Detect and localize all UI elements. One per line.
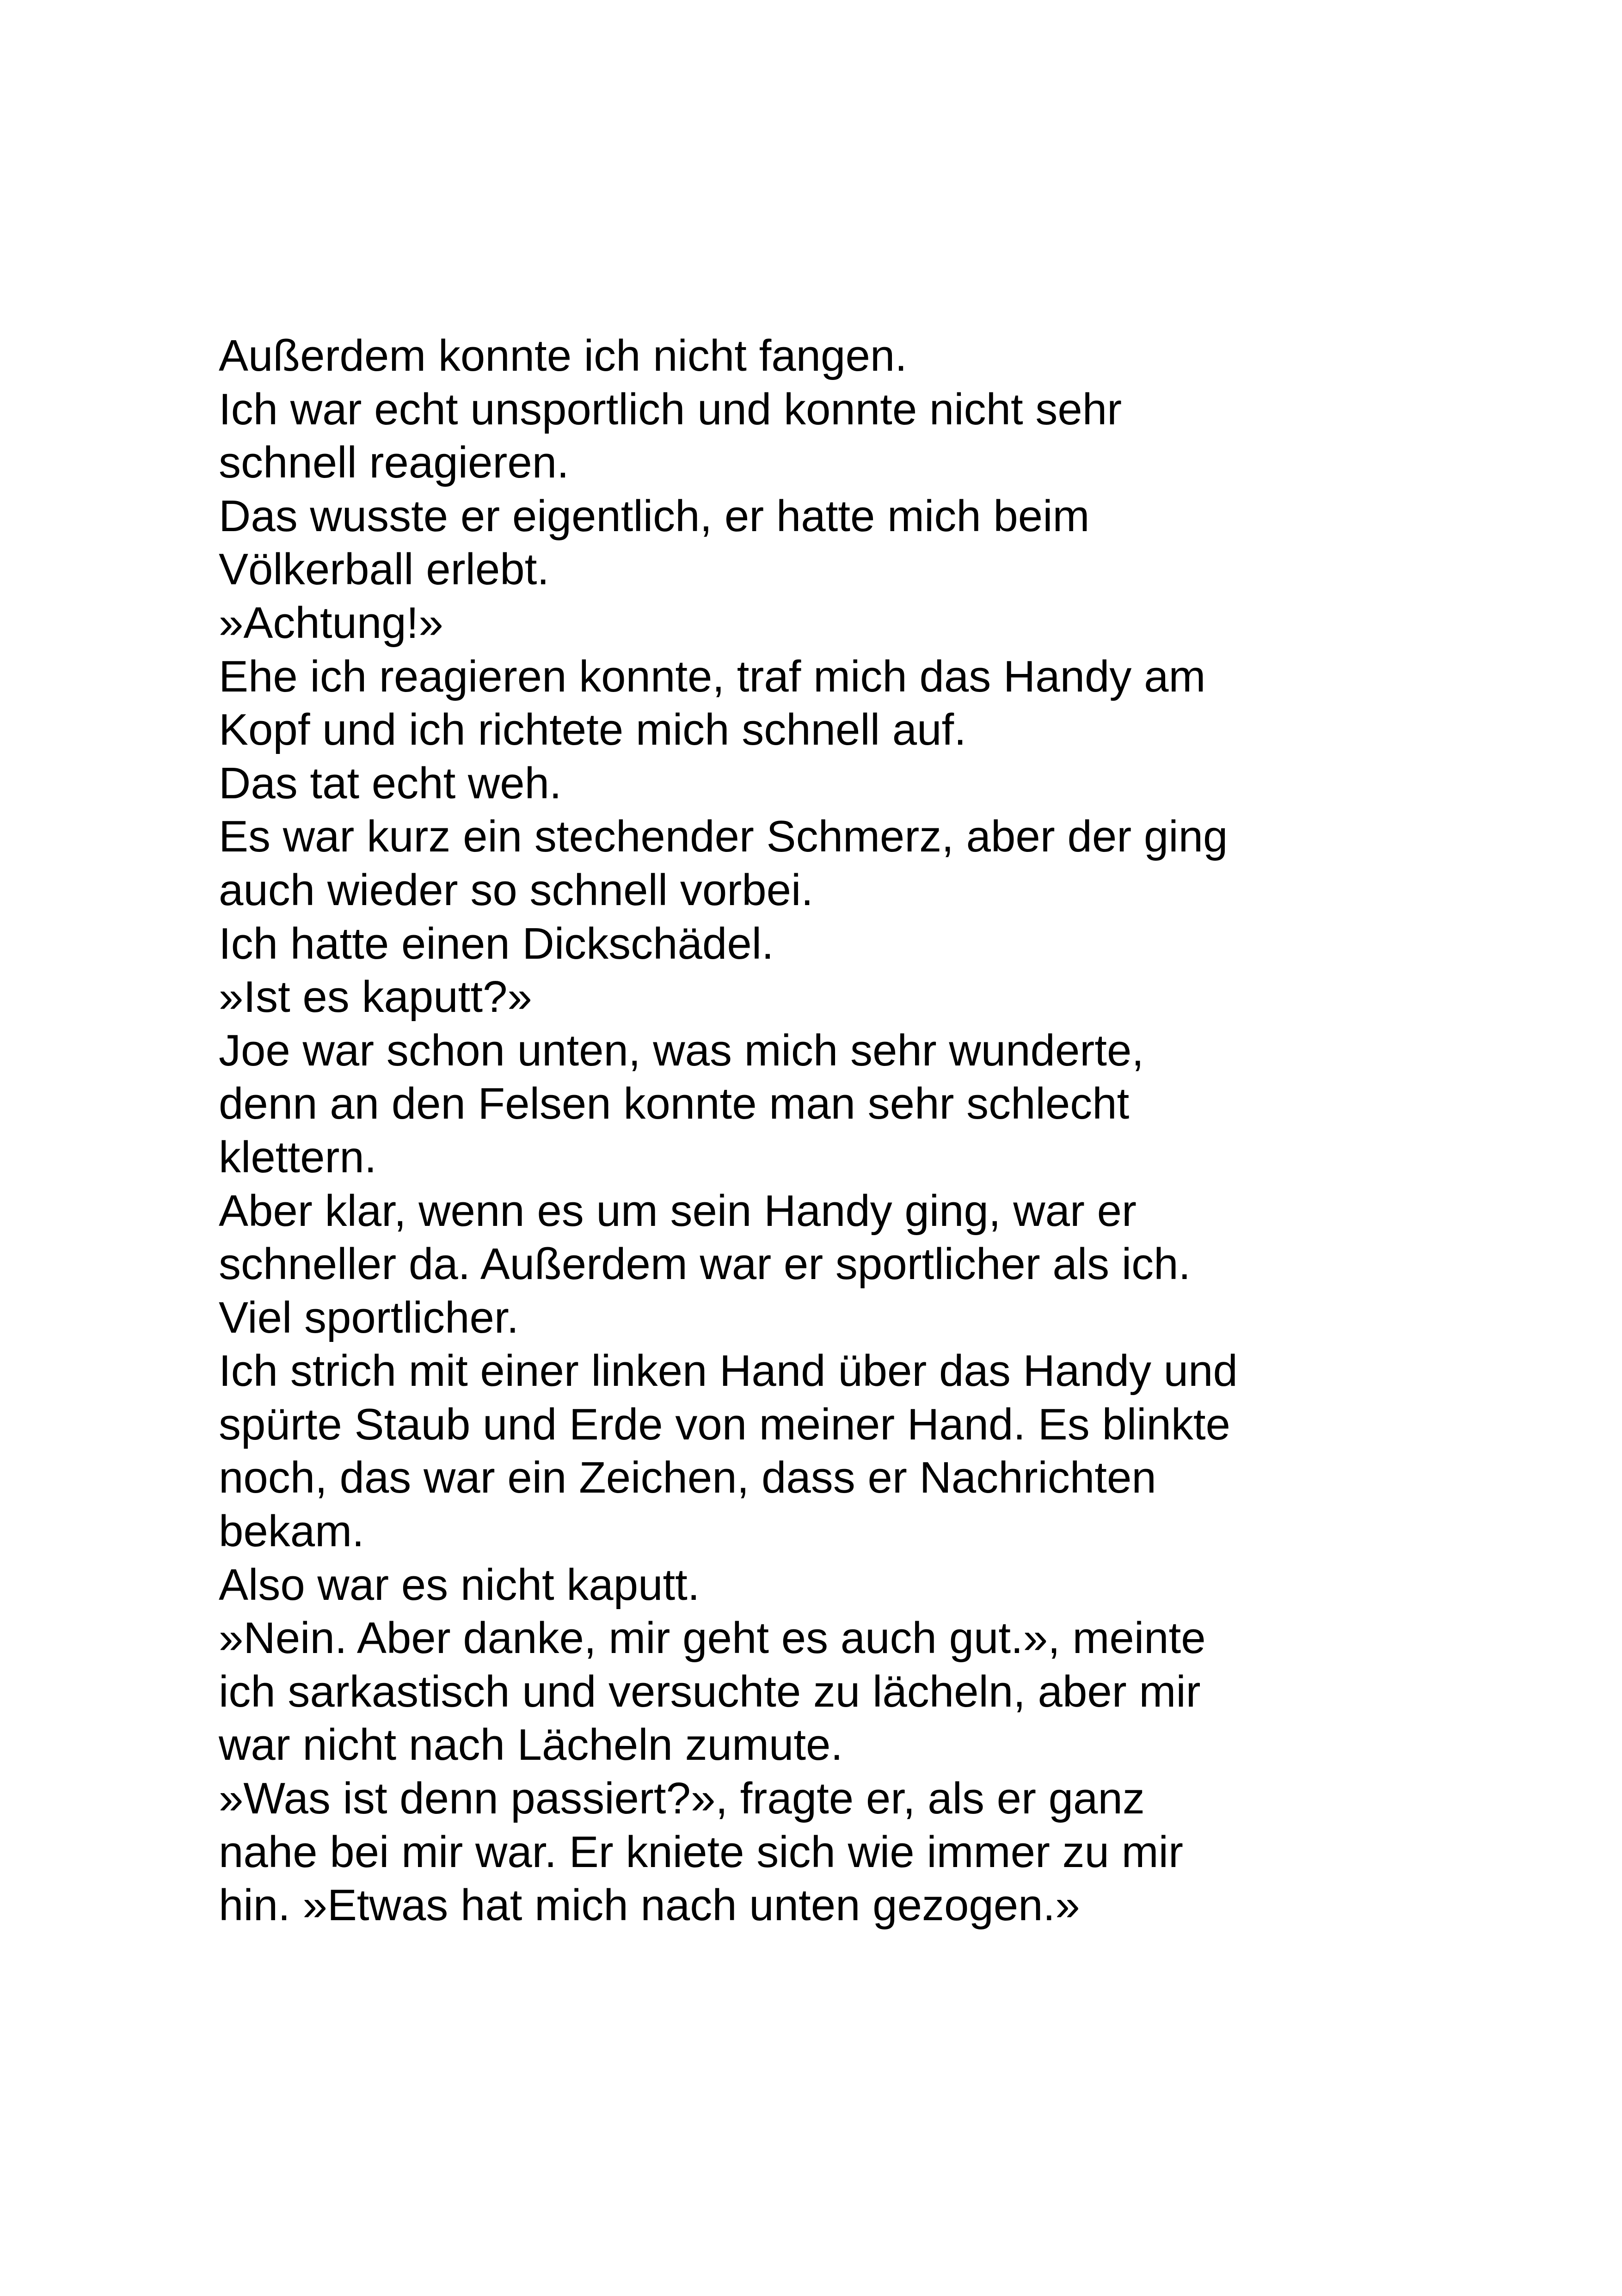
text-line: nahe bei mir war. Er kniete sich wie immer zu mir <box>219 1827 1183 1877</box>
text-line: Ich war echt unsportlich und konnte nicht sehr <box>219 384 1122 434</box>
text-line: noch, das war ein Zeichen, dass er Nachrichten <box>219 1453 1156 1503</box>
text-line: Es war kurz ein stechender Schmerz, aber der ging <box>219 812 1228 862</box>
text-line: schneller da. Außerdem war er sportlicher als ich. <box>219 1239 1191 1289</box>
text-line: Aber klar, wenn es um sein Handy ging, war er <box>219 1186 1137 1236</box>
text-line: »Nein. Aber danke, mir geht es auch gut.», meinte <box>219 1613 1206 1663</box>
text-line: Ich strich mit einer linken Hand über das Handy und <box>219 1346 1238 1396</box>
body-text <box>219 329 1421 1932</box>
text-line: Das wusste er eigentlich, er hatte mich beim <box>219 491 1090 541</box>
text-line: auch wieder so schnell vorbei. <box>219 865 814 915</box>
text-line: Völkerball erlebt. <box>219 545 550 594</box>
text-line: hin. »Etwas hat mich nach unten gezogen.» <box>219 1880 1080 1930</box>
text-line: denn an den Felsen konnte man sehr schlecht <box>219 1079 1130 1129</box>
text-line: »Was ist denn passiert?», fragte er, als er ganz <box>219 1774 1145 1824</box>
text-line: war nicht nach Lächeln zumute. <box>219 1720 843 1770</box>
text-line: Außerdem konnte ich nicht fangen. <box>219 331 907 380</box>
text-line: Viel sportlicher. <box>219 1292 519 1342</box>
text-line: »Ist es kaputt?» <box>219 972 532 1022</box>
text-line: schnell reagieren. <box>219 438 569 488</box>
text-line: Ich hatte einen Dickschädel. <box>219 918 774 968</box>
text-line: Also war es nicht kaputt. <box>219 1560 700 1610</box>
text-line: Joe war schon unten, was mich sehr wunderte, <box>219 1025 1144 1075</box>
text-line: Ehe ich reagieren konnte, traf mich das Handy am <box>219 651 1206 701</box>
text-line: Kopf und ich richtete mich schnell auf. <box>219 705 966 755</box>
text-line: ich sarkastisch und versuchte zu lächeln, aber mir <box>219 1666 1201 1716</box>
text-line: bekam. <box>219 1506 364 1556</box>
text-line: spürte Staub und Erde von meiner Hand. Es blinkte <box>219 1399 1230 1449</box>
text-line: Das tat echt weh. <box>219 758 562 808</box>
text-line: klettern. <box>219 1132 377 1182</box>
text-line: »Achtung!» <box>219 598 443 648</box>
